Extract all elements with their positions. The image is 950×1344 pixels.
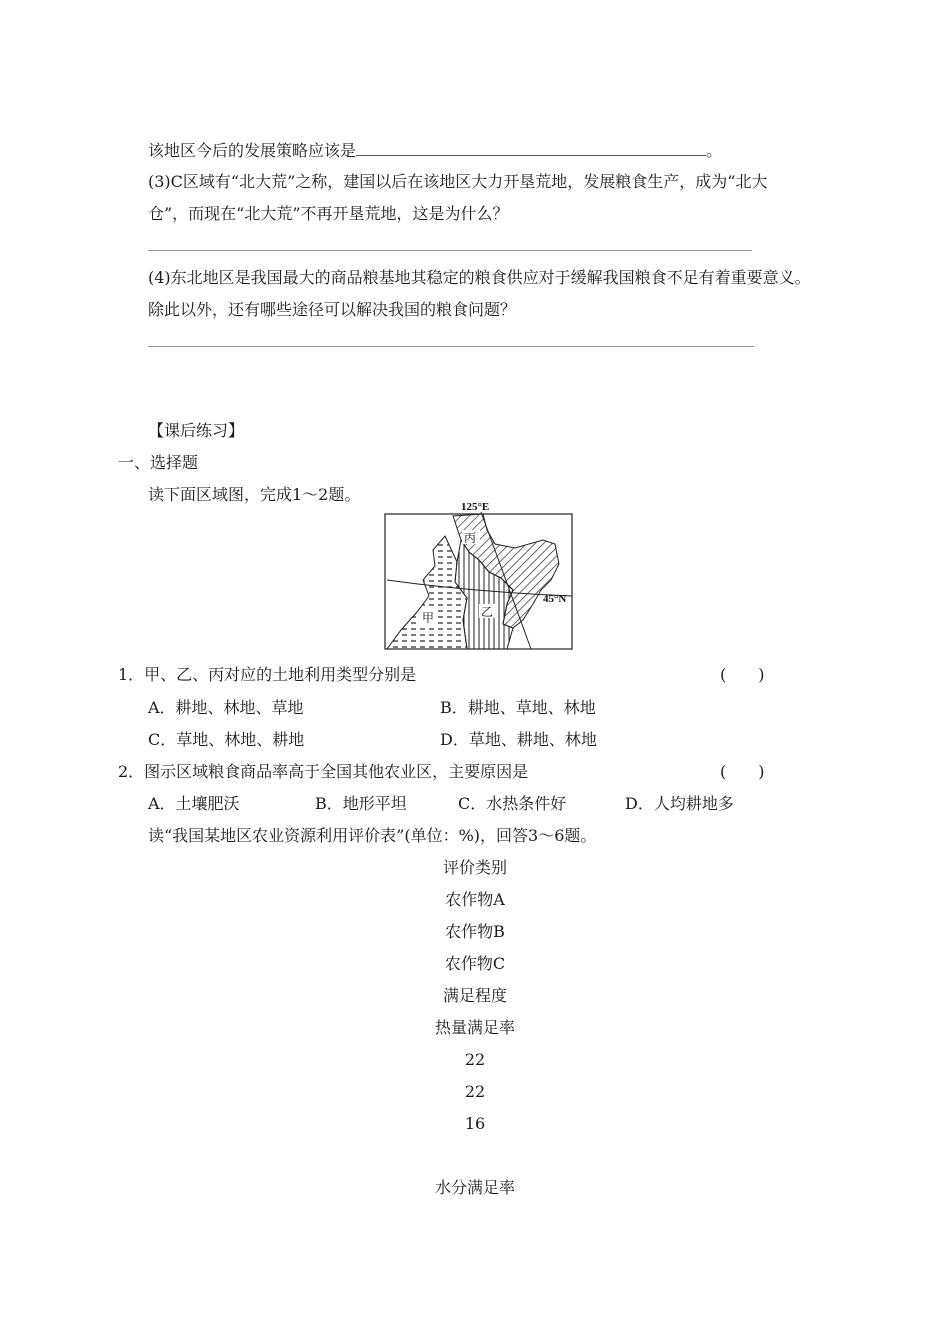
- part-heading: 一、选择题: [118, 453, 199, 472]
- table-cell: 16: [464, 1114, 486, 1133]
- q2-option-d[interactable]: D．人均耕地多: [625, 794, 734, 813]
- q4-line1: (4)东北地区是我国最大的商品粮基地其稳定的粮食供应对于缓解我国粮食不足有着重要意义。: [148, 268, 811, 287]
- q2-stem: 2．图示区域粮食商品率高于全国其他农业区，主要原因是: [118, 762, 529, 781]
- label-bing: 丙: [464, 531, 477, 545]
- q4-answer-line[interactable]: [148, 346, 754, 347]
- table-intro: 读“我国某地区农业资源利用评价表”(单位：%)，回答3～6题。: [148, 826, 597, 845]
- q3-answer-line[interactable]: [148, 250, 752, 251]
- region-map: [383, 500, 575, 652]
- table-cell: 评价类别: [442, 858, 507, 877]
- q1-option-d[interactable]: D．草地、耕地、林地: [440, 730, 597, 749]
- label-45n: 45°N: [543, 593, 567, 605]
- q1-option-c[interactable]: C．草地、林地、耕地: [148, 730, 305, 749]
- q2-answer-paren[interactable]: ( ): [720, 762, 765, 781]
- label-jia: 甲: [422, 611, 435, 625]
- q2-option-a[interactable]: A．土壤肥沃: [148, 794, 240, 813]
- table-cell: 22: [464, 1082, 486, 1101]
- table-cell: 农作物B: [445, 922, 505, 941]
- q2-option-c[interactable]: C．水热条件好: [458, 794, 567, 813]
- q2-option-b[interactable]: B．地形平坦: [315, 794, 407, 813]
- table-cell: 满足程度: [442, 986, 507, 1005]
- table-cell: 农作物C: [444, 954, 506, 973]
- q1-option-a[interactable]: A．耕地、林地、草地: [148, 698, 304, 717]
- label-yi: 乙: [481, 605, 494, 619]
- section-title: 【课后练习】: [148, 421, 245, 440]
- q3-line2: 仓”，而现在“北大荒”不再开垦荒地，这是为什么？: [148, 204, 509, 223]
- label-125e: 125°E: [461, 501, 490, 513]
- strategy-prefix: 该地区今后的发展策略应该是: [148, 141, 357, 160]
- q1-stem: 1．甲、乙、丙对应的土地利用类型分别是: [118, 665, 417, 684]
- strategy-answer-blank[interactable]: [356, 139, 706, 156]
- region-map-svg: [383, 500, 575, 652]
- table-cell: 热量满足率: [434, 1018, 515, 1037]
- table-cell: 农作物A: [445, 890, 505, 909]
- table-cell: 22: [464, 1050, 486, 1069]
- strategy-question: [148, 139, 722, 162]
- table-cell: 水分满足率: [434, 1178, 515, 1197]
- strategy-suffix: 。: [706, 141, 723, 160]
- q1-answer-paren[interactable]: ( ): [720, 665, 765, 684]
- q1-option-b[interactable]: B．耕地、草地、林地: [440, 698, 596, 717]
- q3-line1: (3)C区域有“北大荒”之称，建国以后在该地区大力开垦荒地，发展粮食生产，成为“北大: [148, 172, 768, 191]
- map-intro: 读下面区域图，完成1～2题。: [148, 485, 361, 504]
- q4-line2: 除此以外，还有哪些途径可以解决我国的粮食问题？: [148, 300, 517, 319]
